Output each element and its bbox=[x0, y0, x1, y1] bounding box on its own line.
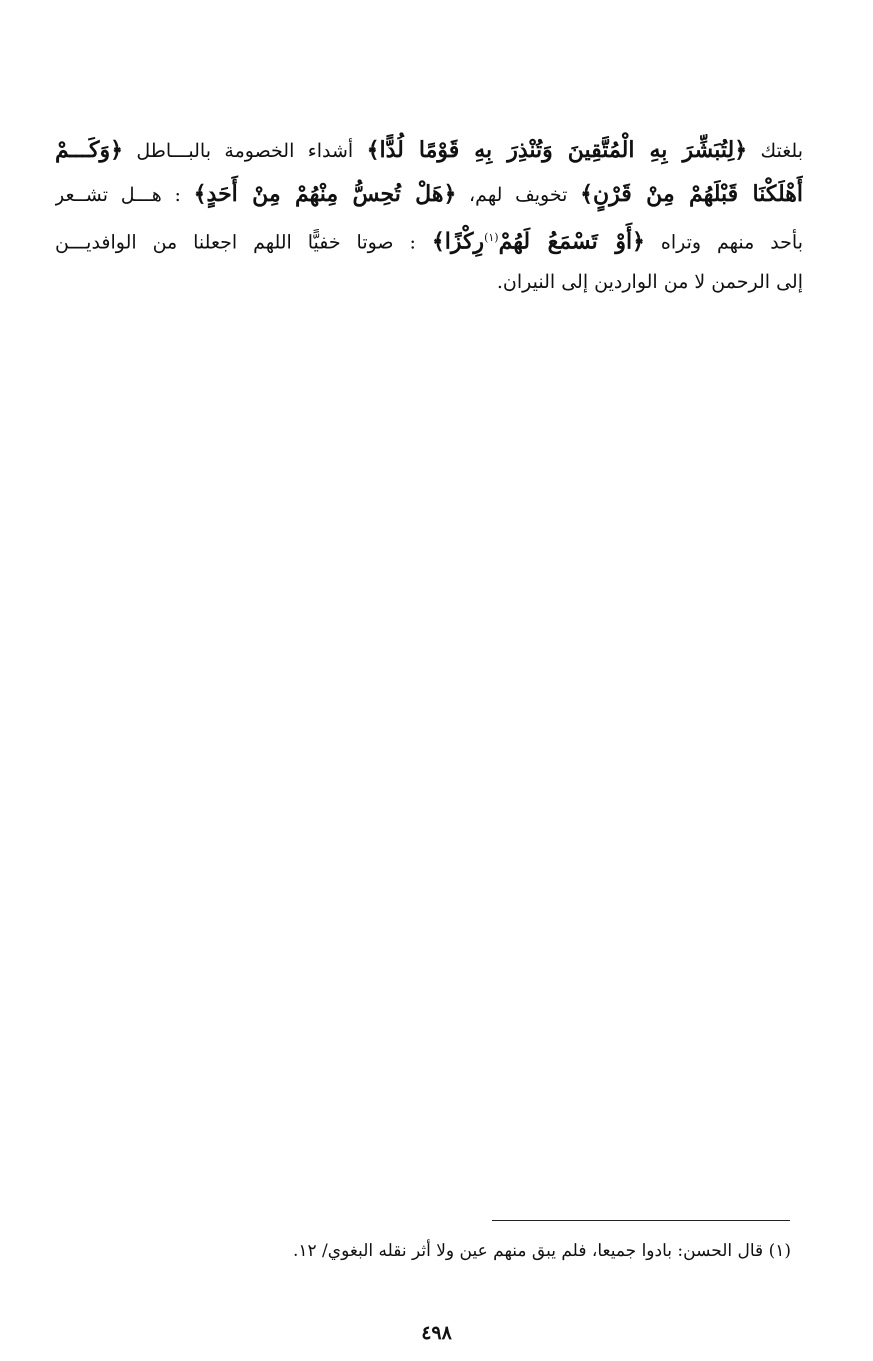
text-line bbox=[55, 260, 803, 304]
quran-quote: ﴿هَلْ تُحِسُّ مِنْهُمْ مِنْ أَحَدٍ﴾ bbox=[193, 181, 457, 207]
text-line bbox=[55, 128, 803, 172]
text-segment: أشداء الخصومة بالبـــاطل bbox=[122, 140, 367, 162]
footnote: (١) قال الحسن: بادوا جميعا، فلم يبق منهم عين ولا أثر نقله البغوي/ ١٢. bbox=[292, 1241, 791, 1261]
text-segment: إلى الرحمن لا من الواردين إلى النيران. bbox=[496, 271, 803, 293]
footnote-divider bbox=[492, 1220, 790, 1221]
text-segment: : صوتا خفيًّا اللهم اجعلنا من الوافديـــن bbox=[55, 231, 432, 254]
quran-quote: ﴿أَوْ تَسْمَعُ لَهُمْ bbox=[498, 228, 645, 255]
text-line bbox=[55, 216, 803, 260]
quran-quote: رِكْزًا﴾ bbox=[431, 228, 485, 255]
quran-quote: أَهْلَكْنَا قَبْلَهُمْ مِنْ قَرْنٍ﴾ bbox=[580, 181, 803, 207]
quran-quote: ﴿وَكَـــمْ bbox=[55, 137, 123, 163]
text-segment: : هـــل تشــعر bbox=[55, 184, 194, 206]
text-line bbox=[55, 172, 803, 216]
text-segment: تخويف لهم، bbox=[456, 184, 581, 206]
page-number: ٤٩٨ bbox=[421, 1322, 452, 1344]
footnote-marker: (١) bbox=[484, 231, 499, 244]
quran-quote: ﴿لِتُبَشِّرَ بِهِ الْمُتَّقِينَ وَتُنْذِرَ بِهِ قَوْمًا لُدًّا﴾ bbox=[366, 137, 748, 163]
text-segment: بلغتك bbox=[747, 140, 803, 162]
main-text-block bbox=[55, 128, 803, 304]
text-segment: بأحد منهم وتراه bbox=[644, 231, 803, 254]
